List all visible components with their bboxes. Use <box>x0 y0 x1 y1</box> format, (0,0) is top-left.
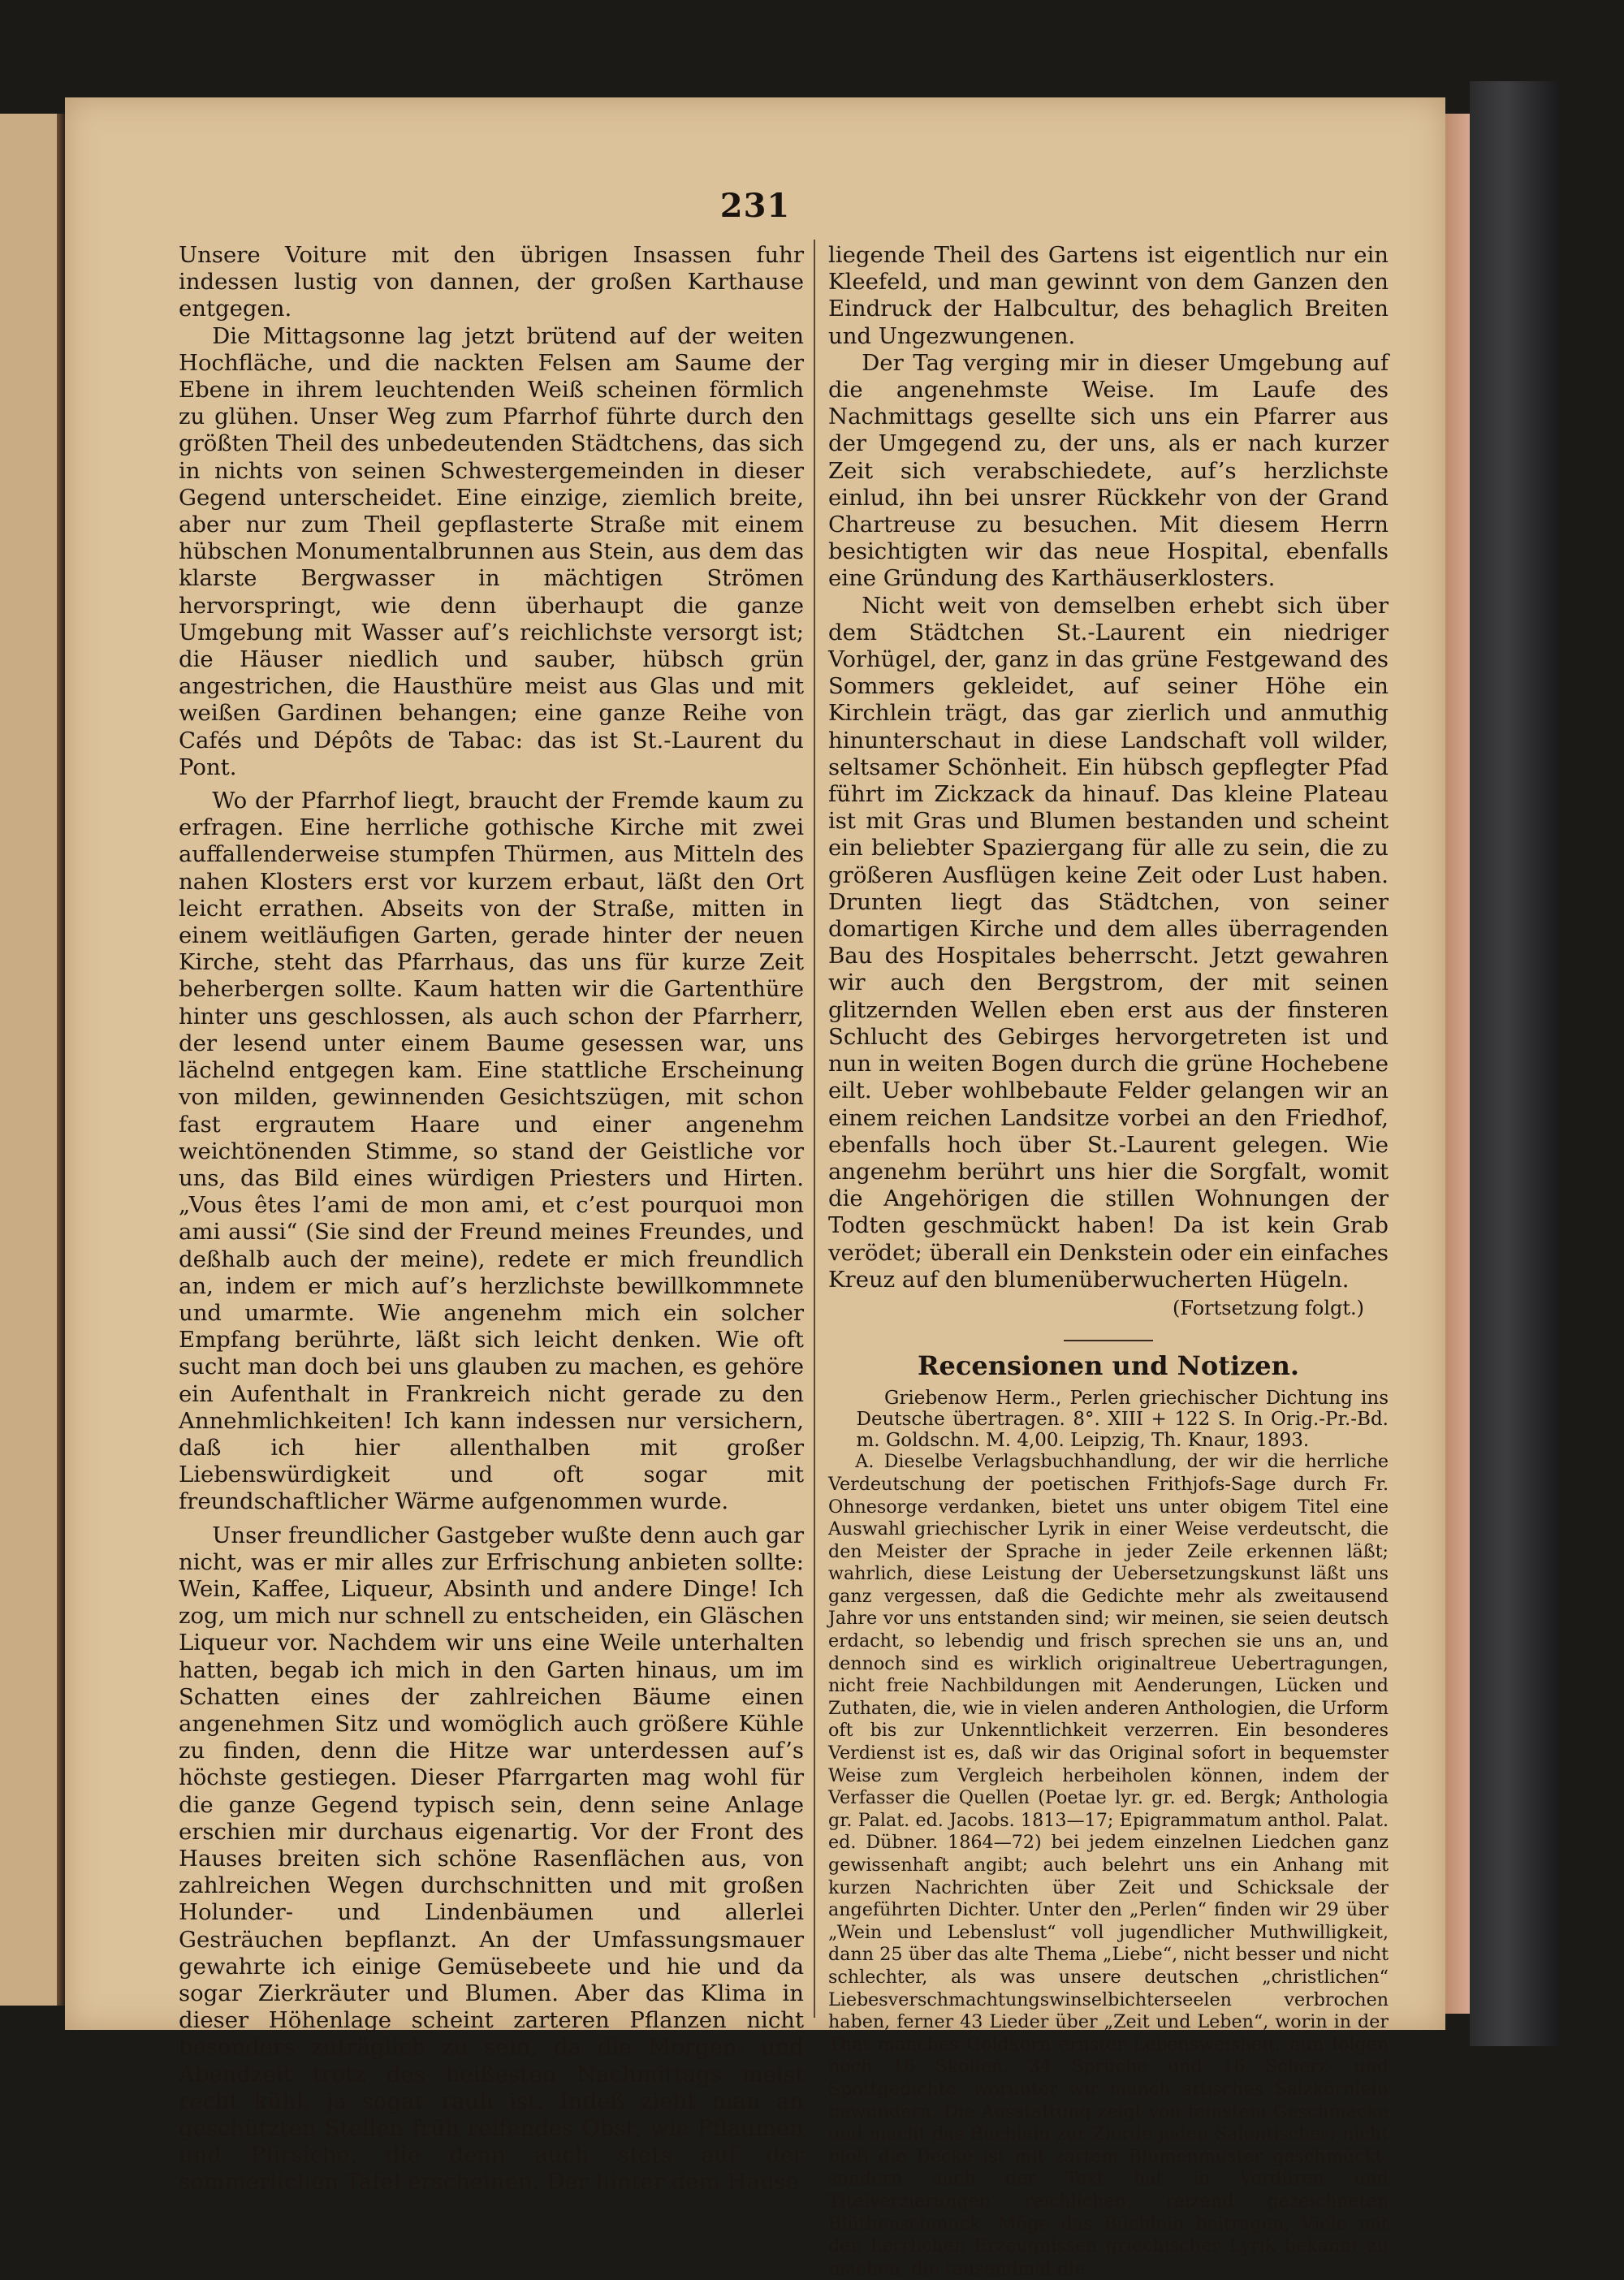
paragraph: Nicht weit von demselben erhebt sich über dem Städtchen St.-Laurent ein niedriger Vorhügel, der, ganz in das grüne Festgewand des Sommers gekleidet, auf seiner Höhe ein Kirchlein trägt, das gar zierlich und anmuthig hinunterschaut in diese Landschaft voll wilder, seltsamer Schönheit. Ein hübsch gepflegter Pfad führt im Zickzack da hinauf. Das kleine Plateau ist mit Gras und Blumen bestanden und scheint ein beliebter Spaziergang für alle zu sein, die zu größeren Ausflügen keine Zeit oder Lust haben. Drunten liegt das Städtchen, von seiner domartigen Kirche und dem alles überragenden Bau des Hospitales beherrscht. Jetzt gewahren wir auch den Bergstrom, der mit seinen glitzernden Wellen eben erst aus der finsteren Schlucht des Gebirges hervorgetreten ist und nun in weiten Bogen durch die grüne Hochebene eilt. Ueber wohlbebaute Felder gelangen wir an einem reichen Landsitze vorbei an den Friedhof, ebenfalls hoch über St.-Laurent gelegen. Wie angenehm berührt uns hier die Sorgfalt, womit die Angehörigen die stillen Wohnungen der Todten geschmückt haben! Da ist kein Grab verödet; überall ein Denkstein oder ein einfaches Kreuz auf den blumenüberwucherten Hügeln. <box>828 592 1389 1293</box>
right-column <box>828 242 1389 2280</box>
review-citation: Griebenow Herm., Perlen griechischer Dichtung ins Deutsche übertragen. 8°. XIII + 122 S. In Orig.-Pr.-Bd. m. Goldschn. M. 4,00. Leipzig, Th. Knaur, 1893. <box>856 1388 1389 1452</box>
left-column <box>179 242 804 2196</box>
paragraph: Wo der Pfarrhof liegt, braucht der Fremde kaum zu erfragen. Eine herrliche gothische Kirche mit zwei auffallenderweise stumpfen Thürmen, aus Mitteln des nahen Klosters erst vor kurzem erbaut, läßt den Ort leicht errathen. Abseits von der Straße, mitten in einem weitläufigen Garten, gerade hinter der neuen Kirche, steht das Pfarrhaus, das uns für kurze Zeit beherbergen sollte. Kaum hatten wir die Gartenthüre hinter uns geschlossen, als auch schon der Pfarrherr, der lesend unter einem Baume gesessen war, uns lächelnd entgegen kam. Eine stattliche Erscheinung von milden, gewinnenden Gesichtszügen, mit schon fast ergrautem Haare und einer angenehm weichtönenden Stimme, so stand der Geistliche vor uns, das Bild eines würdigen Priesters und Hirten. „Vous êtes l’ami de mon ami, et c’est pourquoi mon ami aussi“ (Sie sind der Freund meines Freundes, und deßhalb auch der meine), redete er mich freundlich an, indem er mich auf’s herzlichste bewillkommnete und umarmte. Wie angenehm mich ein solcher Empfang berührte, läßt sich leicht denken. Wie oft sucht man doch bei uns glauben zu machen, es gehöre ein Aufenthalt in Frankreich nicht gerade zu den Annehmlichkeiten! Ich kann indessen nur versichern, daß ich hier allenthalben mit großer Liebenswürdigkeit und oft sogar mit freundschaftlicher Wärme aufgenommen wurde. <box>179 788 804 1515</box>
book-gutter <box>57 114 65 2006</box>
review-text: A. Dieselbe Verlagsbuchhandlung, der wir die herrliche Verdeutschung der poetischen Frithjofs-Sage durch Fr. Ohnesorge verdanken, bietet uns unter obigem Titel eine Auswahl griechischer Lyrik in einer Weise verdeutscht, die den Meister der Sprache in jeder Zeile erkennen läßt; wahrlich, diese Leistung der Uebersetzungskunst läßt uns ganz vergessen, daß die Gedichte mehr als zweitausend Jahre vor uns entstanden sind; wir meinen, sie seien deutsch erdacht, so lebendig und frisch sprechen sie uns an, und dennoch sind es wirklich originaltreue Uebertragungen, nicht freie Nachbildungen mit Aenderungen, Lücken und Zuthaten, die, wie in vielen anderen Anthologien, die Urform oft bis zur Unkenntlichkeit verzerren. Ein besonderes Verdienst ist es, daß wir das Original sofort in bequemster Weise zum Vergleich herbeiholen können, indem der Verfasser die Quellen (Poetae lyr. gr. ed. Bergk; Anthologia gr. Palat. ed. Jacobs. 1813—17; Epigrammatum anthol. Palat. ed. Dübner. 1864—72) bei jedem einzelnen Liedchen ganz gewissenhaft angibt; auch belehrt uns ein Anhang mit kurzen Nachrichten über Zeit und Schicksale der angeführten Dichter. Unter den „Perlen“ finden wir 29 über „Wein und Lebenslust“ voll jugendlicher Muthwilligkeit, dann 25 über das alte Thema „Liebe“, nicht besser und nicht schlechter, als was unsere deutschen „christlichen“ Liebesverschmachtungswinselbichterseelen verbrochen haben, ferner 43 Lieder über „Zeit und Leben“, worin in der That manches Goldkorn ernster Lebensweisheit; nun folgen noch 16 Skolien, 34 Sprüche und 16 Scherz- und Spottgedichte, worunter wir manch attisches Salzkörnlein bewundern. Die Ausstattung zeigt von feinstem Geschmacke und macht das Büchlein zur Zierde jeden Salontisches; nicht bloß die Decke ist mit zartem Blumenmuster geschmückt, sondern auch der Text hat in Vordüren und Titelverzierungen reichlichen, reizend gezeichneten Blüthenschmuck. Möge das Büchlein beitragen, Viele mit den herrlichen Erzeugnissen griechischer Lyrik bekannt zu machen, die tausendmal die <box>828 1451 1389 2279</box>
continuation-note: (Fortsetzung folgt.) <box>1173 1296 1364 1319</box>
page-number: 231 <box>719 187 791 225</box>
paragraph: Der Tag verging mir in dieser Umgebung auf die angenehmste Weise. Im Laufe des Nachmittags gesellte sich uns ein Pfarrer aus der Umgegend zu, der uns, als er nach kurzer Zeit sich verabschiedete, auf’s herzlichste einlud, ihn bei unsrer Rückkehr von der Grand Chartreuse zu besuchen. Mit diesem Herrn besichtigten wir das neue Hospital, ebenfalls eine Gründung des Karthäuserklosters. <box>828 349 1389 592</box>
paragraph: liegende Theil des Gartens ist eigentlich nur ein Kleefeld, und man gewinnt von dem Ganzen den Eindruck der Halbcultur, des behaglich Breiten und Ungezwungenen. <box>828 242 1389 349</box>
column-divider <box>814 240 815 2018</box>
paragraph: Unser freundlicher Gastgeber wußte denn auch gar nicht, was er mir alles zur Erfrischung anbieten sollte: Wein, Kaffee, Liqueur, Absinth und andere Dinge! Ich zog, um mich nur schnell zu entscheiden, ein Gläschen Liqueur vor. Nachdem wir uns eine Weile unterhalten hatten, begab ich mich in den Garten hinaus, um im Schatten eines der zahlreichen Bäume einen angenehmen Sitz und womöglich auch größere Kühle zu finden, denn die Hitze war unterdessen auf’s höchste gestiegen. Dieser Pfarrgarten mag wohl für die ganze Gegend typisch sein, denn seine Anlage erschien mir durchaus eigenartig. Vor der Front des Hauses breiten sich schöne Rasenflächen aus, von zahlreichen Wegen durchschnitten und mit großen Holunder- und Lindenbäumen und allerlei Gesträuchen bepflanzt. An der Umfassungsmauer gewahrte ich einige Gemüsebeete und hie und da sogar Zierkräuter und Blumen. Aber das Klima in dieser Höhenlage scheint zarteren Pflanzen nicht besonders zuträglich zu sein, da die Morgen- und Abendzeit trotz des heißesten Nachmittags meist recht kühl, ja sogar rauh ist. Indeß zieht man an geschützten Stellen früh reifendes Obst, wie Pflaumen und Pfirsiche, die denn auch stets auf der sommerlichen Tafel erscheinen. Der hinter dem Hause <box>179 1522 804 2196</box>
book-page <box>65 97 1445 2279</box>
book-cover-edge <box>1470 81 1559 2046</box>
page-stack-edge <box>1445 114 1470 2014</box>
left-page-edge <box>0 114 59 2006</box>
paragraph: Die Mittagsonne lag jetzt brütend auf der weiten Hochfläche, und die nackten Felsen am Saume der Ebene in ihrem leuchtenden Weiß scheinen förmlich zu glühen. Unser Weg zum Pfarrhof führte durch den größten Theil des unbedeutenden Städtchens, das sich in nichts von seinen Schwestergemeinden in dieser Gegend unterscheidet. Eine einzige, ziemlich breite, aber nur zum Theil gepflasterte Straße mit einem hübschen Monumentalbrunnen aus Stein, aus dem das klarste Bergwasser in mächtigen Strömen hervorspringt, wie denn überhaupt die ganze Umgebung mit Wasser auf’s reichlichste versorgt ist; die Häuser niedlich und sauber, hübsch grün angestrichen, die Hausthüre meist aus Glas und mit weißen Gardinen behangen; eine ganze Reihe von Cafés und Dépôts de Tabac: das ist St.-Laurent du Pont. <box>179 322 804 780</box>
paragraph: Unsere Voiture mit den übrigen Insassen fuhr indessen lustig von dannen, der großen Karthause entgegen. <box>179 242 804 322</box>
section-rule <box>1064 1340 1153 1341</box>
section-title: Recensionen und Notizen. <box>917 1350 1300 1382</box>
